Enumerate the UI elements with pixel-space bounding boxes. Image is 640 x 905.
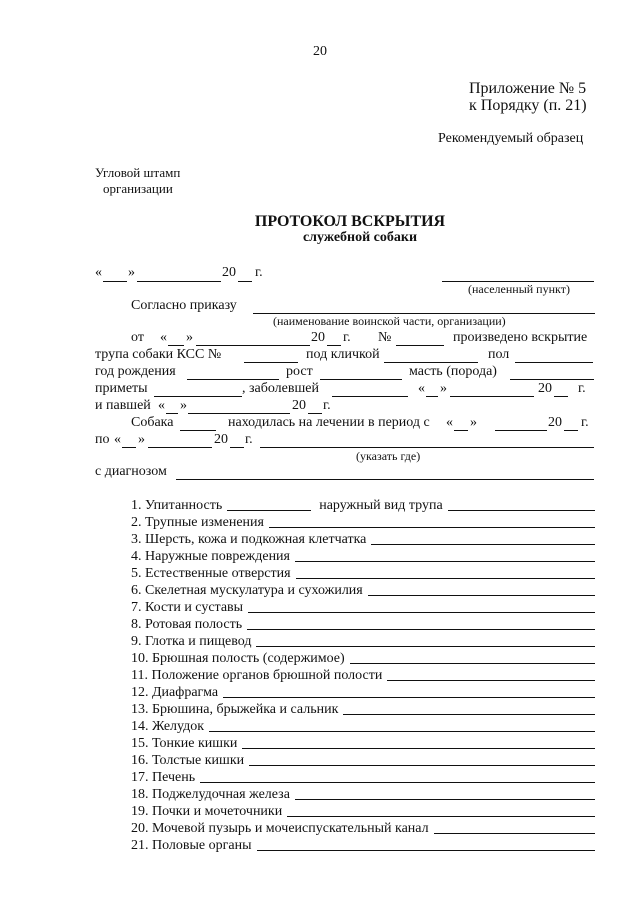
dog-field[interactable] [180, 430, 216, 431]
treated-label: находилась на лечении в период с [228, 415, 430, 430]
examination-item [131, 752, 595, 769]
birth-label: год рождения [95, 364, 176, 379]
order-no-label: № [378, 330, 392, 345]
ill-quote-open: « [418, 381, 425, 396]
examination-item-label: 11. Положение органов брюшной полости [131, 668, 383, 683]
treat-day-field[interactable] [454, 430, 468, 431]
examination-item [131, 701, 595, 718]
examination-item-label: 1. Упитанность [131, 498, 223, 513]
nutrition-field[interactable] [227, 510, 311, 511]
examination-item [131, 633, 595, 650]
diagnosis-field[interactable] [176, 479, 594, 480]
height-label: рост [286, 364, 313, 379]
page-subtitle: служебной собаки [302, 230, 418, 245]
ill-month-field[interactable] [450, 396, 534, 397]
to-quote-open: « [114, 432, 121, 447]
examination-item [131, 514, 595, 531]
to-day-field[interactable] [122, 447, 136, 448]
examination-item-field[interactable] [242, 748, 595, 749]
examination-item [131, 820, 595, 837]
diagnosis-label: с диагнозом [95, 464, 167, 479]
examination-item-field[interactable] [371, 544, 595, 545]
examination-item-label: 13. Брюшина, брыжейка и сальник [131, 702, 339, 717]
from-quote-open: « [160, 330, 167, 345]
from-year-field[interactable] [327, 345, 341, 346]
page-number: 20 [313, 44, 327, 59]
examination-item-extra-label: наружный вид трупа [319, 498, 443, 513]
ksk-no-field[interactable] [244, 362, 298, 363]
examination-item-field[interactable] [296, 578, 595, 579]
examination-item-field[interactable] [343, 714, 595, 715]
examination-item [131, 548, 595, 565]
examination-item-label: 10. Брюшная полость (содержимое) [131, 651, 345, 666]
examination-item-field[interactable] [200, 782, 595, 783]
examination-item-field[interactable] [448, 510, 595, 511]
examination-item-label: 18. Поджелудочная железа [131, 787, 290, 802]
day-field[interactable] [103, 281, 127, 282]
examination-item [131, 582, 595, 599]
examination-item [131, 667, 595, 684]
examination-item-field[interactable] [223, 697, 595, 698]
examination-item-field[interactable] [287, 816, 595, 817]
nickname-field[interactable] [384, 362, 478, 363]
recommended-sample: Рекомендуемый образец [438, 131, 584, 146]
examination-item-field[interactable] [209, 731, 595, 732]
examination-item [131, 769, 595, 786]
to-quote-close: » [138, 432, 145, 447]
examination-item-label: 3. Шерсть, кожа и подкожная клетчатка [131, 532, 367, 547]
examination-item-label: 20. Мочевой пузырь и мочеиспускательный канал [131, 821, 429, 836]
signs-label: приметы [95, 381, 148, 396]
died-month-field[interactable] [188, 413, 290, 414]
examination-item-label: 9. Глотка и пищевод [131, 634, 252, 649]
from-day-field[interactable] [168, 345, 184, 346]
from-label: от [131, 330, 144, 345]
to-label: по [95, 432, 110, 447]
month-field[interactable] [137, 281, 221, 282]
examination-item [131, 650, 595, 667]
order-caption: (наименование воинской части, организации) [273, 314, 506, 328]
examination-item-field[interactable] [434, 833, 595, 834]
appendix-line1: Приложение № 5 [469, 80, 587, 97]
examination-item-label: 21. Половые органы [131, 838, 252, 853]
examination-item-label: 8. Ротовая полость [131, 617, 243, 632]
where-field[interactable] [260, 447, 594, 448]
examination-item [131, 718, 595, 735]
breed-label: масть (порода) [409, 364, 497, 379]
examination-item [131, 599, 595, 616]
examination-item [131, 786, 595, 803]
examination-item [131, 531, 595, 548]
settlement-caption: (населенный пункт) [468, 282, 570, 296]
examination-item [131, 616, 595, 633]
examination-item-label: 17. Печень [131, 770, 196, 785]
to-year-prefix: 20 [214, 432, 228, 447]
died-year-field[interactable] [308, 413, 322, 414]
died-label: и павшей [95, 398, 151, 413]
height-field[interactable] [320, 379, 402, 380]
dog-label: Собака [131, 415, 174, 430]
examination-item-label: 6. Скелетная мускулатура и сухожилия [131, 583, 363, 598]
ill-year-field[interactable] [554, 396, 568, 397]
treat-quote-open: « [446, 415, 453, 430]
treat-year-g: г. [581, 415, 589, 430]
examination-item-label: 2. Трупные изменения [131, 515, 264, 530]
from-month-field[interactable] [196, 345, 310, 346]
date-year-prefix: 20 [222, 265, 236, 280]
sex-field[interactable] [515, 362, 593, 363]
examination-item-field[interactable] [256, 646, 595, 647]
ill-day-field[interactable] [426, 396, 438, 397]
ill-year-prefix: 20 [538, 381, 552, 396]
to-year-g: г. [245, 432, 253, 447]
birth-field[interactable] [187, 379, 279, 380]
examination-item-field[interactable] [387, 680, 595, 681]
to-year-field[interactable] [230, 447, 244, 448]
examination-item-field[interactable] [295, 561, 595, 562]
died-year-g: г. [323, 398, 331, 413]
stamp-line1: Угловой штамп [95, 165, 181, 180]
examination-item [131, 684, 595, 701]
examination-item-field[interactable] [257, 850, 596, 851]
died-quote-close: » [180, 398, 187, 413]
date-year-suffix: г. [255, 265, 263, 280]
appendix-line2: к Порядку (п. 21) [469, 97, 587, 114]
examination-item [131, 837, 595, 854]
ill-quote-close: » [440, 381, 447, 396]
examination-item [131, 565, 595, 582]
treat-month-field[interactable] [495, 430, 547, 431]
signs-field[interactable] [154, 396, 242, 397]
examination-item-label: 5. Естественные отверстия [131, 566, 291, 581]
date-quote-close: » [128, 265, 135, 280]
order-no-field[interactable] [396, 345, 444, 346]
corpse-label: трупа собаки КСС № [95, 347, 222, 362]
year-field[interactable] [238, 281, 252, 282]
from-year-prefix: 20 [311, 330, 325, 345]
examination-item-field[interactable] [248, 612, 595, 613]
stamp-line2: организации [103, 181, 173, 196]
examination-item-field[interactable] [247, 629, 595, 630]
treat-quote-close: » [470, 415, 477, 430]
examination-item-label: 14. Желудок [131, 719, 205, 734]
from-quote-close: » [186, 330, 193, 345]
examination-item-label: 15. Тонкие кишки [131, 736, 238, 751]
examination-item-label: 7. Кости и суставы [131, 600, 244, 615]
examination-item-field[interactable] [368, 595, 595, 596]
page-title: ПРОТОКОЛ ВСКРЫТИЯ [254, 213, 446, 230]
fell-ill-label: , заболевшей [242, 381, 319, 396]
died-day-field[interactable] [166, 413, 178, 414]
examination-item-field[interactable] [269, 527, 595, 528]
died-year-prefix: 20 [292, 398, 306, 413]
examination-item [131, 497, 595, 514]
treat-year-prefix: 20 [548, 415, 562, 430]
nickname-label: под кличкой [306, 347, 380, 362]
examination-item-label: 4. Наружные повреждения [131, 549, 290, 564]
examination-item [131, 735, 595, 752]
breed-field[interactable] [510, 379, 594, 380]
died-quote-open: « [158, 398, 165, 413]
examination-item-label: 12. Диафрагма [131, 685, 219, 700]
examination-item-label: 16. Толстые кишки [131, 753, 245, 768]
examination-item-field[interactable] [249, 765, 595, 766]
date-quote-open: « [95, 265, 102, 280]
sex-label: пол [488, 347, 510, 362]
where-caption: (указать где) [356, 449, 421, 463]
from-year-g: г. [343, 330, 351, 345]
order-label: Согласно приказу [131, 298, 237, 313]
ill-year-g: г. [578, 381, 586, 396]
to-month-field[interactable] [148, 447, 212, 448]
examination-item [131, 803, 595, 820]
examination-item-field[interactable] [295, 799, 595, 800]
treat-year-field[interactable] [564, 430, 578, 431]
performed-label: произведено вскрытие [453, 330, 588, 345]
examination-item-label: 19. Почки и мочеточники [131, 804, 283, 819]
illness-field[interactable] [332, 396, 408, 397]
examination-item-field[interactable] [350, 663, 595, 664]
